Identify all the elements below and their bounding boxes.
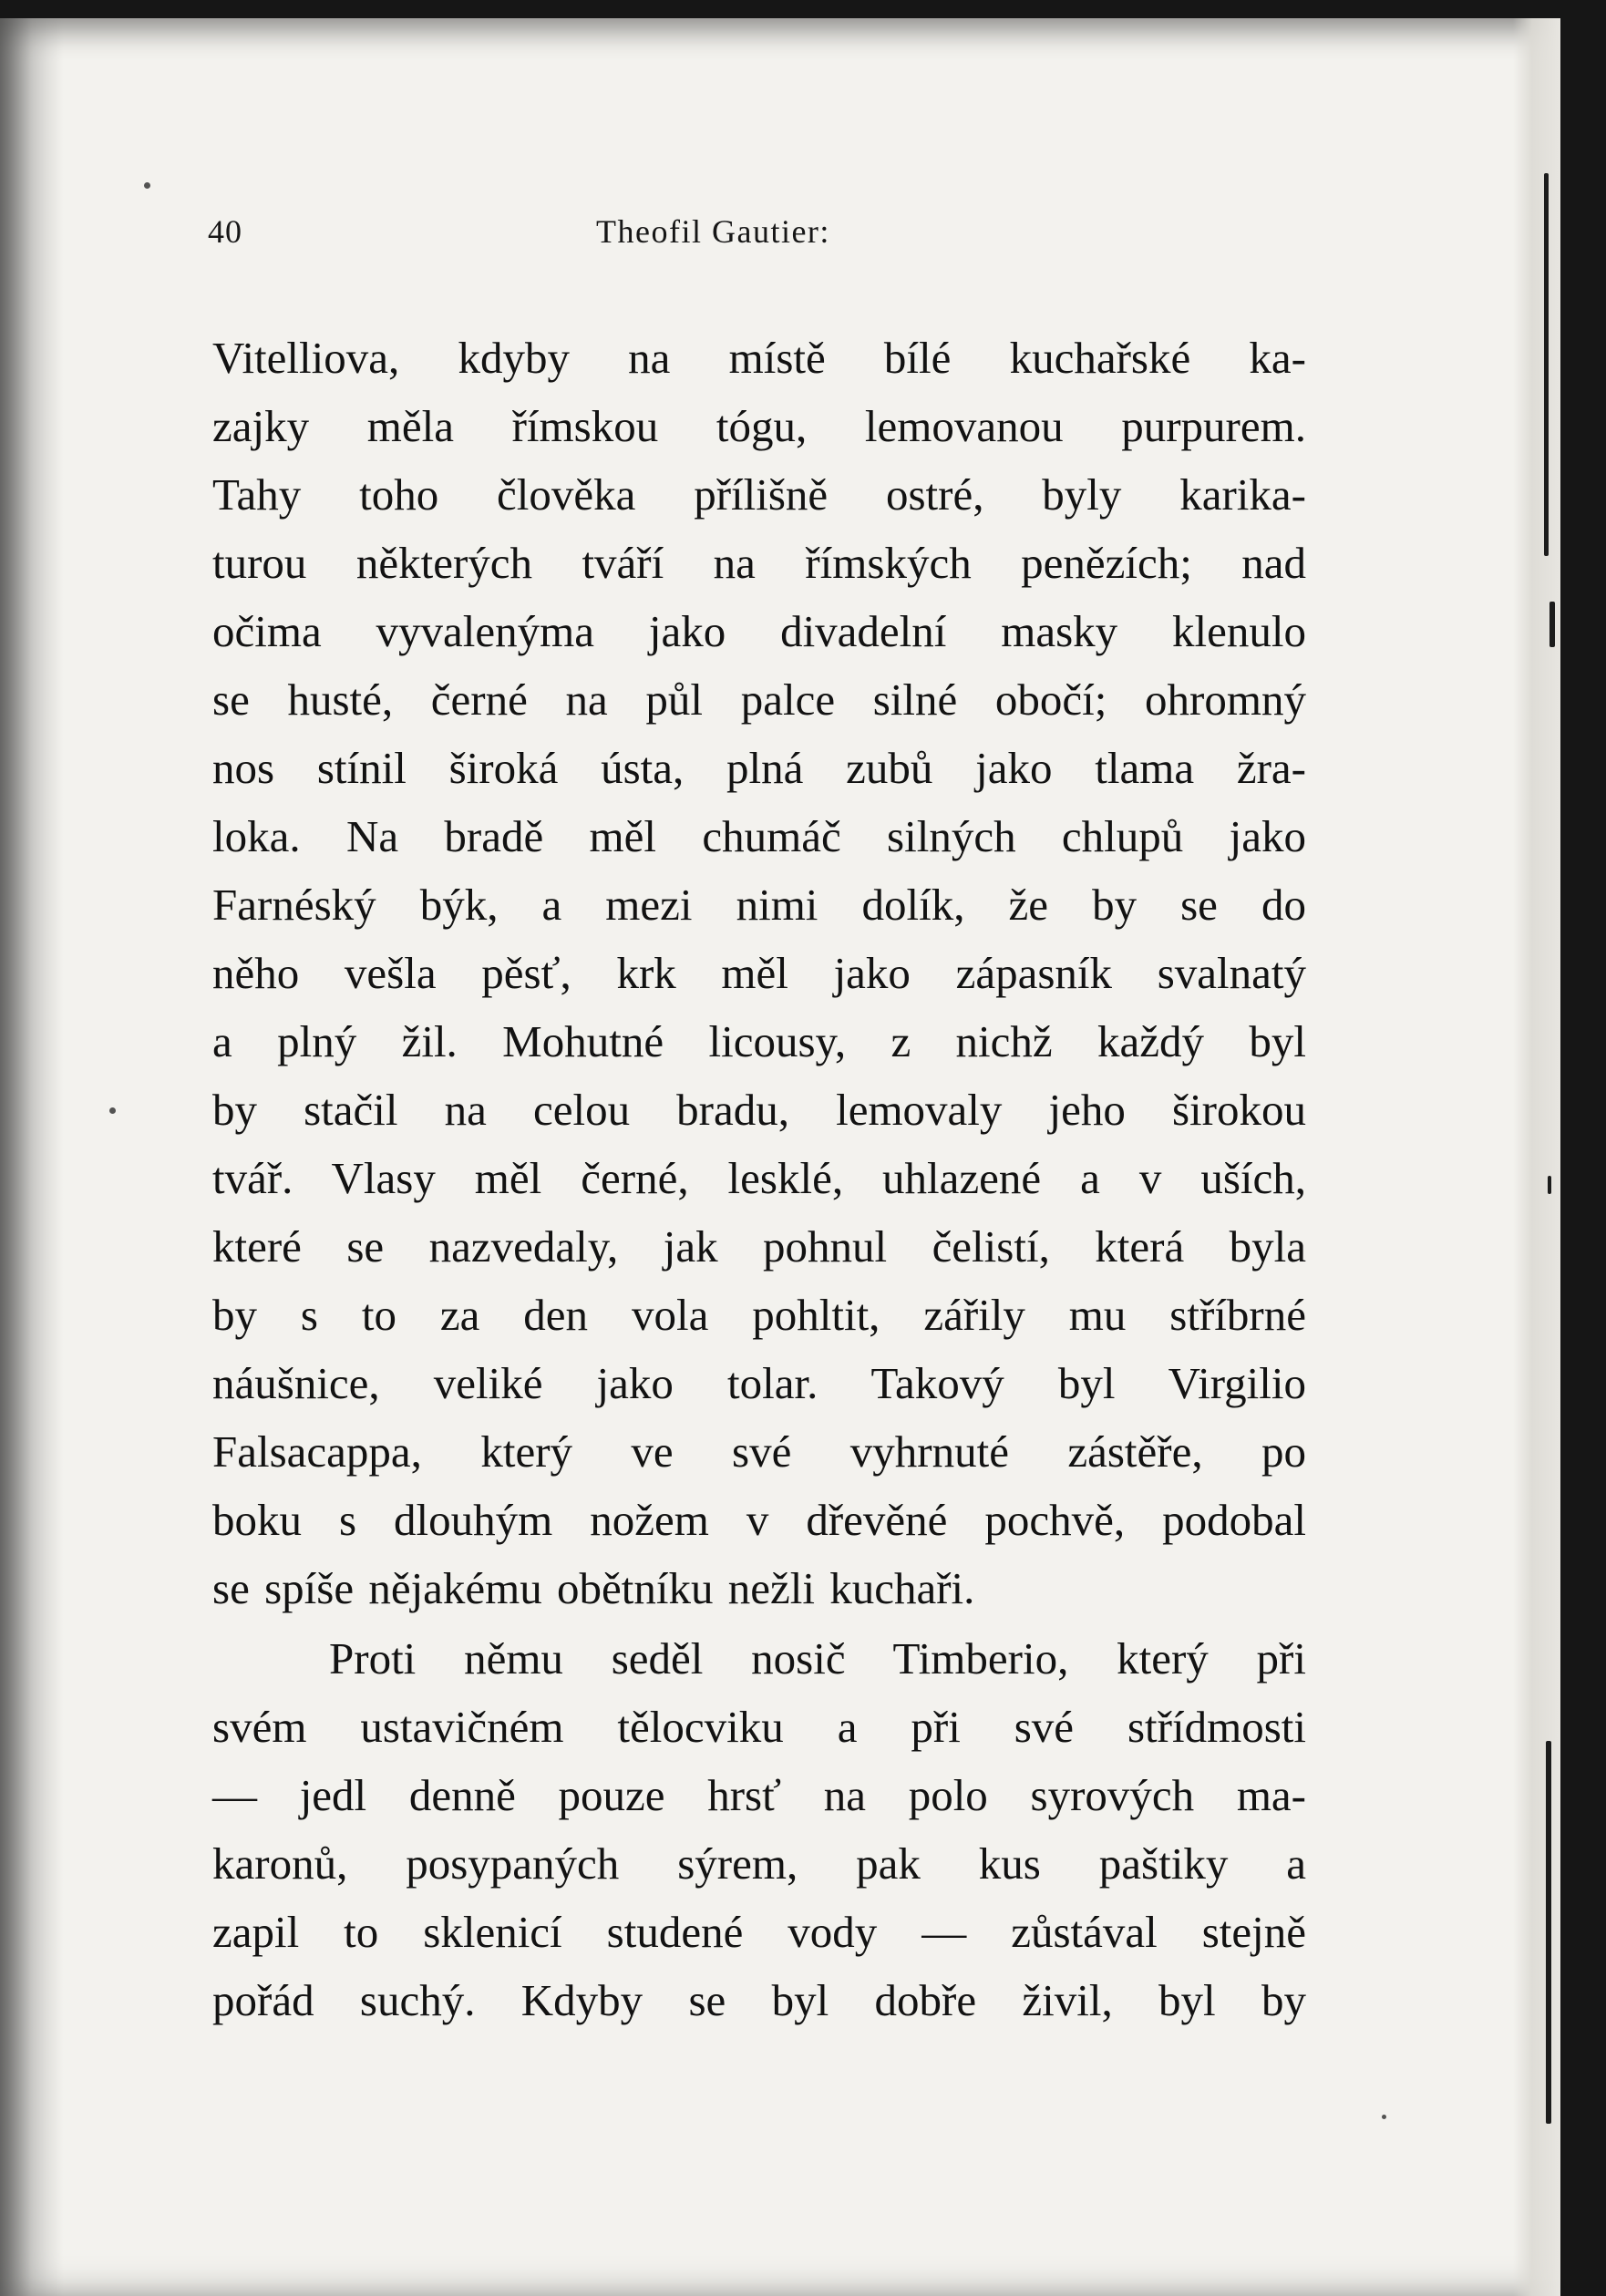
text-line: a plný žil. Mohutné licousy, z nichž každý byl [212, 1016, 1306, 1066]
text-line: Falsacappa, který ve své vyhrnuté zástěře, po [212, 1426, 1306, 1477]
text-line: něho vešla pěsť, krk měl jako zápasník svalnatý [212, 948, 1306, 998]
running-title: Theofil Gautier: [596, 213, 830, 250]
paper-speck [1382, 2115, 1386, 2119]
edge-mark [1548, 1176, 1551, 1194]
paragraph [212, 324, 1306, 1622]
text-line: nos stínil široká ústa, plná zubů jako tlama žra- [212, 743, 1306, 793]
text-line: Proti němu seděl nosič Timberio, který při [329, 1633, 1306, 1683]
text-line: — jedl denně pouze hrsť na polo syrových ma- [212, 1770, 1306, 1820]
page-edge [1513, 18, 1560, 2296]
text-line: turou některých tváří na římských penězích; nad [212, 538, 1306, 588]
body-text [212, 324, 1306, 2034]
text-line: očima vyvalenýma jako divadelní masky klenulo [212, 606, 1306, 656]
text-line: Farnéský býk, a mezi nimi dolík, že by se do [212, 880, 1306, 930]
text-line: pořád suchý. Kdyby se byl dobře živil, byl by [212, 1975, 1306, 2025]
text-line: svém ustavičném tělocviku a při své střídmosti [212, 1702, 1306, 1752]
text-line: loka. Na bradě měl chumáč silných chlupů jako [212, 811, 1306, 861]
text-line: které se nazvedaly, jak pohnul čelistí, která byla [212, 1221, 1306, 1272]
running-head [0, 0, 1560, 250]
paper-speck [144, 182, 150, 189]
text-line: tvář. Vlasy měl černé, lesklé, uhlazené a v uších, [212, 1153, 1306, 1203]
edge-mark [1544, 173, 1549, 556]
text-line: zapil to sklenicí studené vody — zůstával stejně [212, 1907, 1306, 1957]
text-line: karonů, posypaných sýrem, pak kus paštiky a [212, 1838, 1306, 1889]
text-line: se husté, černé na půl palce silné obočí; ohromný [212, 674, 1306, 725]
text-line: boku s dlouhým nožem v dřevěné pochvě, podobal [212, 1495, 1306, 1545]
text-line: Vitelliova, kdyby na místě bílé kuchařské ka- [212, 333, 1306, 383]
gutter-shadow [0, 18, 64, 2296]
edge-mark [1546, 1741, 1551, 2124]
paper-speck [109, 1107, 116, 1114]
text-line: zajky měla římskou tógu, lemovanou purpurem. [212, 401, 1306, 451]
text-line: Tahy toho člověka přílišně ostré, byly karika- [212, 469, 1306, 520]
edge-mark [1549, 602, 1555, 647]
paragraph [212, 1624, 1306, 2034]
text-line: by stačil na celou bradu, lemovaly jeho širokou [212, 1085, 1306, 1135]
text-line: se spíše nějakému obětníku nežli kuchaři. [212, 1563, 975, 1613]
page-number: 40 [208, 213, 242, 250]
text-line: by s to za den vola pohltit, zářily mu stříbrné [212, 1290, 1306, 1340]
text-line: náušnice, veliké jako tolar. Takový byl Virgilio [212, 1358, 1306, 1408]
